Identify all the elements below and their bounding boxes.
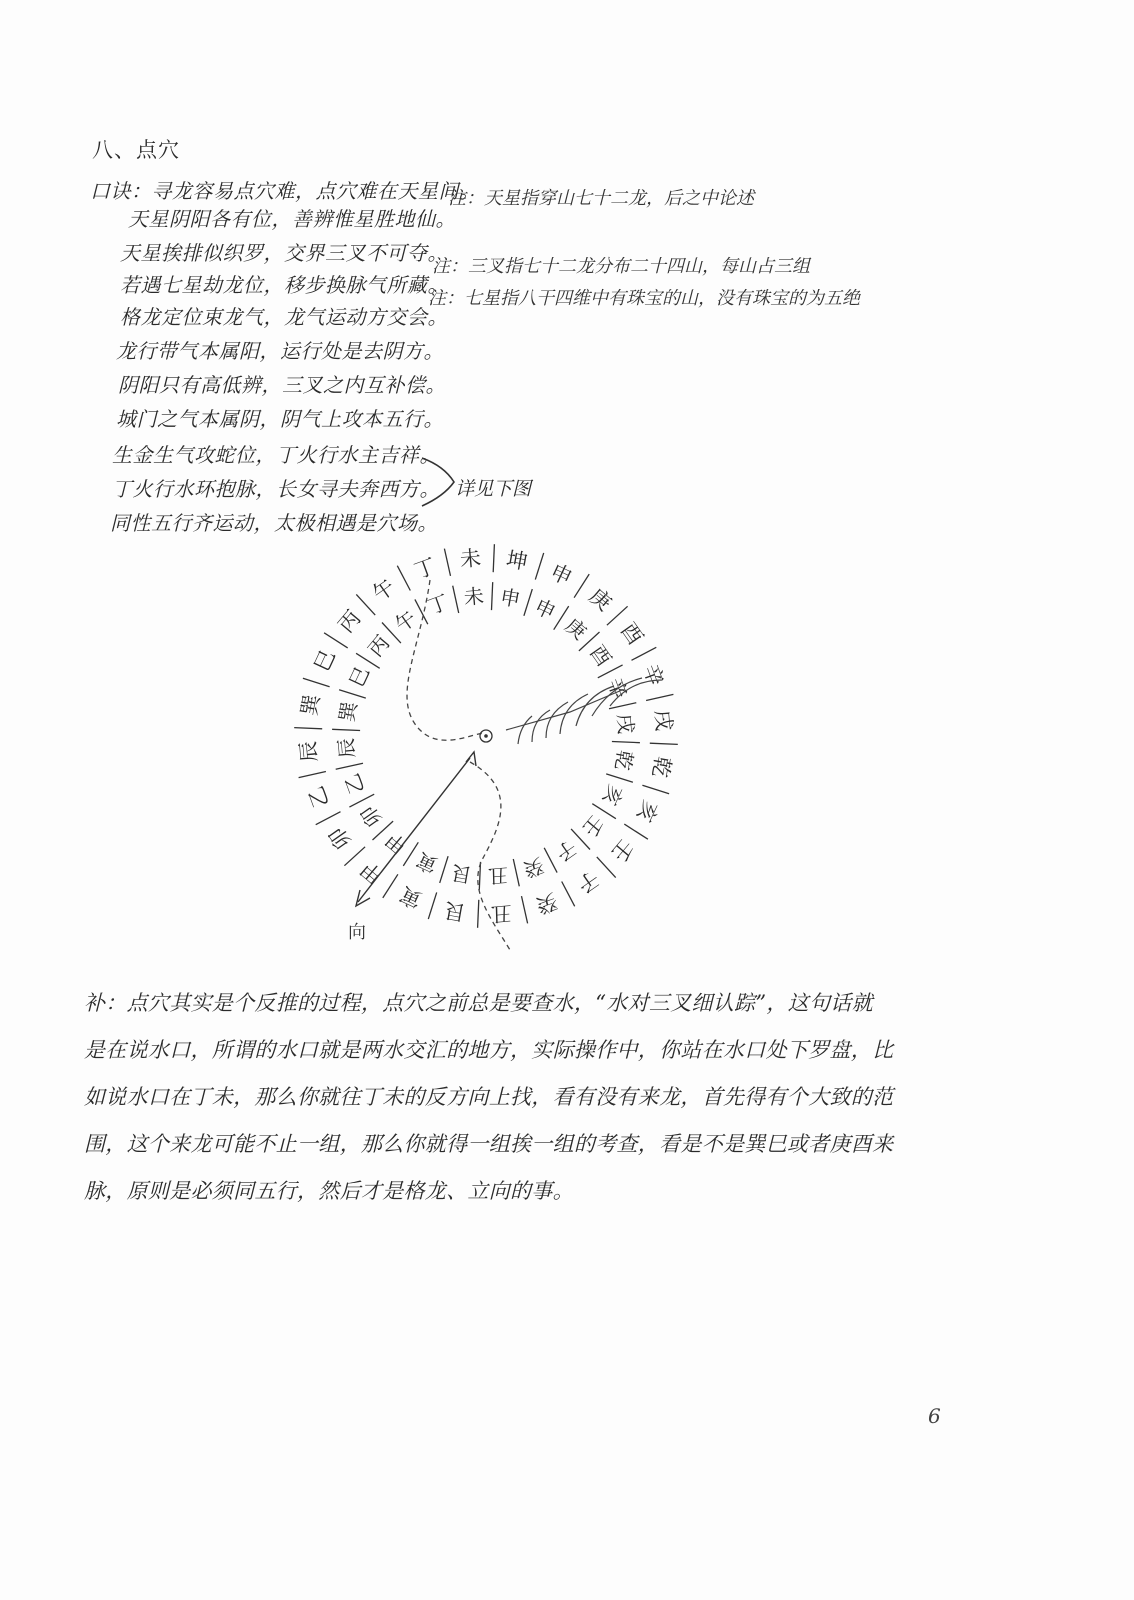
inner-ring-mountain: 午 <box>390 605 421 637</box>
outer-ring-mountain: 申 <box>546 559 576 591</box>
outer-ring-mountain: 未 <box>458 545 483 572</box>
ring-divider <box>332 729 360 730</box>
ring-divider <box>524 589 532 616</box>
outer-ring-mountain: 午 <box>368 574 400 607</box>
ring-divider <box>535 553 543 580</box>
outer-ring-mountain: 壬 <box>606 834 639 867</box>
direction-label: 向 <box>348 922 366 943</box>
luopan-diagram <box>270 530 710 970</box>
ring-divider <box>453 586 459 613</box>
note-qixing: 注：七星指八干四维中有珠宝的山，没有珠宝的为五绝 <box>428 288 860 309</box>
outer-ring-mountain: 艮 <box>442 897 468 925</box>
ring-divider <box>316 812 341 825</box>
note-sancha: 注：三叉指七十二龙分布二十四山，每山占三组 <box>432 256 810 277</box>
verse-line: 天星挨排似织罗，交界三叉不可夺。 <box>120 241 448 265</box>
ring-divider <box>344 847 365 866</box>
outer-ring-mountain: 乙 <box>303 782 334 811</box>
supplement-line: 补：点穴其实是个反推的过程，点穴之前总是要查水，“水对三叉细认踪”，这句话就 <box>84 991 873 1015</box>
inner-ring-mountain: 巳 <box>343 662 375 691</box>
verse-line: 格龙定位束龙气，龙气运动方交会。 <box>120 305 448 329</box>
ring-divider <box>299 772 326 778</box>
outer-ring-mountain: 卯 <box>324 822 357 854</box>
inner-ring-mountain: 酉 <box>585 640 617 671</box>
verse-line: 若遇七星劫龙位，移步换脉气所藏。 <box>120 273 448 297</box>
outer-ring-mountain: 子 <box>572 865 604 898</box>
ring-divider <box>294 728 322 729</box>
outer-ring-mountain: 丁 <box>411 553 440 584</box>
outer-ring-mountain: 寅 <box>396 881 426 913</box>
supplement-line: 如说水口在丁未，那么你就往丁未的反方向上找，看有没有来龙，首先得有个大致的范 <box>84 1085 894 1109</box>
see-below-label: 详见下图 <box>455 478 532 500</box>
ring-divider <box>624 824 648 839</box>
verse-line: 同性五行齐运动，太极相遇是穴场。 <box>110 511 438 535</box>
inner-ring-mountain: 辛 <box>602 674 633 702</box>
ring-divider <box>336 763 363 769</box>
inner-ring-mountain: 寅 <box>412 847 441 879</box>
outer-ring-mountain: 庚 <box>584 583 617 616</box>
supplement-line: 是在说水口，所谓的水口就是两水交汇的地方，实际操作中，你站在水口处下罗盘，比 <box>84 1038 894 1062</box>
verse-line: 生金生气攻蛇位，丁火行水主吉祥。 <box>112 443 440 467</box>
inner-ring-mountain: 乙 <box>339 770 370 798</box>
outer-ring-mountain: 戌 <box>650 708 677 733</box>
ring-divider <box>397 566 410 591</box>
outer-ring-mountain: 丑 <box>489 900 514 927</box>
inner-ring-mountain: 艮 <box>449 860 474 888</box>
verse-line: 天星阴阳各有位，善辨惟星胜地仙。 <box>128 207 456 231</box>
ring-divider <box>642 785 669 793</box>
center-point <box>480 730 492 742</box>
inner-ring-mountain: 辰 <box>333 737 360 760</box>
section-title: 八、点穴 <box>92 138 180 162</box>
inner-ring-mountain: 丑 <box>487 862 510 889</box>
supplement-line: 围，这个来龙可能不止一组，那么你就得一组挨一组的考查，看是不是巽巳或者庚酉来 <box>84 1132 894 1156</box>
ring-divider <box>478 900 479 928</box>
mountain-arcs <box>506 678 662 744</box>
outer-ring-mountain: 坤 <box>504 547 530 575</box>
verse-line: 口诀：寻龙容易点穴难，点穴难在天星间。 <box>90 179 480 203</box>
outer-ring-mountain: 酉 <box>615 618 648 650</box>
inner-ring-mountain: 子 <box>551 835 582 867</box>
ring-divider <box>356 594 375 615</box>
ring-divider <box>383 874 398 898</box>
inner-ring-mountain: 申 <box>498 584 523 612</box>
supplement-line: 脉，原则是必须同五行，然后才是格龙、立向的事。 <box>84 1179 574 1203</box>
ring-divider <box>492 582 493 610</box>
outer-ring-mountain: 乾 <box>647 754 675 780</box>
ring-divider <box>612 742 640 743</box>
outer-ring-mountain: 巳 <box>309 646 341 676</box>
ring-divider <box>607 606 628 625</box>
outer-ring-mountain: 亥 <box>631 796 663 826</box>
inner-ring-mountain: 戌 <box>612 712 639 735</box>
inner-ring-mountain: 巽 <box>334 699 362 724</box>
inner-ring-mountain: 乾 <box>610 748 638 773</box>
ring-divider <box>646 694 673 700</box>
inner-ring-mountain: 壬 <box>577 810 609 842</box>
ring-divider <box>597 857 616 878</box>
outer-ring-mountain: 辛 <box>638 661 669 690</box>
outer-ring-mountain: 巽 <box>297 692 325 718</box>
ring-divider <box>303 678 330 686</box>
ring-divider <box>650 743 678 744</box>
ring-divider <box>522 896 528 923</box>
ring-divider <box>440 856 448 883</box>
inner-ring-mountain: 未 <box>462 583 485 610</box>
inner-ring-mountain: 癸 <box>520 852 548 883</box>
ring-divider <box>562 882 575 907</box>
inner-ring-mountain: 丁 <box>424 589 452 620</box>
verse-line: 龙行带气本属阳，运行处是去阴方。 <box>116 339 444 363</box>
note-tianxing: 注：天星指穿山七十二龙，后之中论述 <box>448 188 754 209</box>
ring-divider <box>606 774 633 782</box>
verse-line: 丁火行水环抱脉，长女寻夫奔西方。 <box>112 477 440 501</box>
ring-divider <box>493 544 494 572</box>
page-number: 6 <box>928 1404 941 1428</box>
inner-ring-mountain: 申 <box>531 593 560 625</box>
ring-divider <box>632 647 657 660</box>
ring-divider <box>324 633 348 648</box>
ring-divider <box>513 859 519 886</box>
ring-divider <box>339 690 366 698</box>
inner-ring-mountain: 丙 <box>363 630 395 662</box>
outer-ring-mountain: 癸 <box>532 888 561 919</box>
outer-ring-mountain: 甲 <box>355 856 388 889</box>
ring-divider <box>609 703 636 709</box>
inner-ring-mountain: 庚 <box>560 613 592 645</box>
verse-line: 阴阳只有高低辨，三叉之内互补偿。 <box>118 373 446 397</box>
outer-ring-mountain: 辰 <box>295 739 322 764</box>
supplement-paragraph <box>84 980 924 1215</box>
outer-ring-mountain: 丙 <box>333 605 366 638</box>
inner-ring-mountain: 甲 <box>380 827 412 859</box>
ring-divider <box>574 574 589 598</box>
verse-line: 城门之气本属阴，阴气上攻本五行。 <box>116 407 444 431</box>
inner-ring-mountain: 卯 <box>355 801 387 832</box>
brace-connector <box>418 452 460 512</box>
inner-ring-mountain: 亥 <box>597 781 629 810</box>
ring-divider <box>444 549 450 576</box>
ring-divider <box>428 892 436 919</box>
